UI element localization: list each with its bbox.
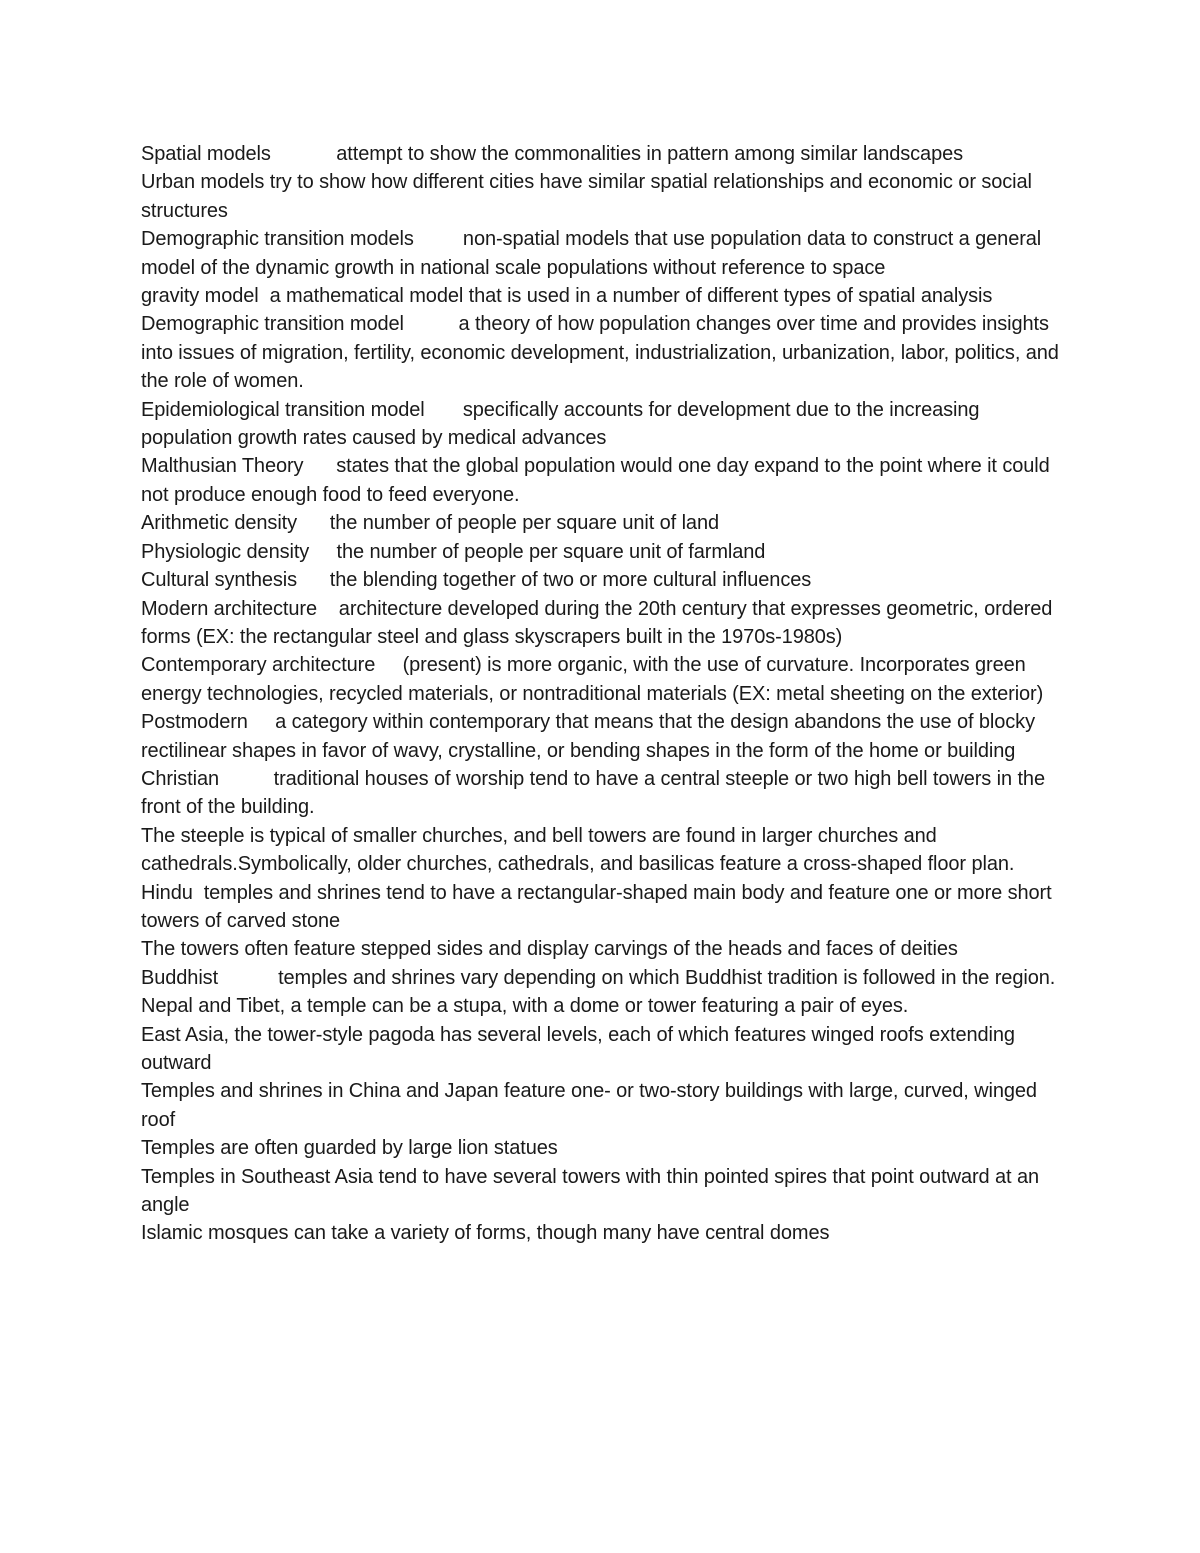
- document-line: [141, 1134, 1066, 1162]
- term-gap: [219, 768, 274, 790]
- definition-text: the blending together of two or more cultural influences: [329, 569, 812, 592]
- term-gap: [414, 228, 463, 250]
- document-line: [141, 538, 1066, 566]
- term-label: Postmodern: [141, 711, 248, 734]
- document-line: [141, 651, 1066, 708]
- term-gap: [248, 711, 275, 733]
- term-gap: [404, 313, 459, 335]
- document-line: [141, 1077, 1066, 1134]
- document-line: [141, 509, 1066, 537]
- term-label: gravity model: [141, 285, 259, 308]
- definition-text: temples and shrines vary depending on which Buddhist tradition is followed in the region.: [278, 966, 1056, 989]
- term-label: Cultural synthesis: [141, 569, 298, 592]
- term-gap: [309, 541, 336, 563]
- term-gap: [271, 143, 336, 165]
- term-label: Epidemiological transition model: [141, 398, 425, 421]
- definition-text: Urban models try to show how different cities have similar spatial relationships and economic or social structures: [141, 171, 1038, 222]
- definition-text: architecture developed during the 20th century that expresses geometric, ordered forms (EX: the rectangular steel and glass skyscrapers built in the 1970s-1980s): [141, 597, 1058, 648]
- definition-text: the number of people per square unit of land: [329, 512, 720, 535]
- term-gap: [317, 598, 339, 620]
- term-gap: [375, 654, 402, 676]
- term-label: Modern architecture: [141, 597, 317, 620]
- document-line: [141, 225, 1066, 282]
- term-gap: [303, 455, 336, 477]
- definition-text: a mathematical model that is used in a number of different types of spatial analysis: [269, 285, 993, 308]
- definition-text: The steeple is typical of smaller churches, and bell towers are found in larger churches and cathedrals.Symbolically, older churches, cathedrals, and basilicas feature a cross-shaped floor plan.: [141, 824, 1015, 876]
- term-gap: [425, 399, 463, 421]
- document-line: [141, 708, 1066, 765]
- document-line: [141, 879, 1066, 936]
- document-line: [141, 310, 1066, 395]
- term-label: Arithmetic density: [141, 512, 298, 535]
- term-label: Spatial models: [141, 143, 271, 165]
- term-label: Hindu: [141, 881, 193, 904]
- term-gap: [297, 512, 330, 534]
- document-line: [141, 765, 1066, 822]
- document-line: [141, 566, 1066, 594]
- term-label: Christian: [141, 767, 220, 790]
- term-label: Physiologic density: [141, 540, 310, 563]
- term-gap: [297, 569, 330, 591]
- term-label: Demographic transition models: [141, 228, 414, 251]
- document-line: [141, 822, 1066, 879]
- document-line: [141, 595, 1066, 652]
- document-line: [141, 935, 1066, 963]
- document-line: [141, 168, 1066, 225]
- term-gap: [259, 285, 270, 307]
- definition-text: The towers often feature stepped sides and display carvings of the heads and faces of deities: [141, 938, 958, 961]
- definition-text: (present) is more organic, with the use of curvature. Incorporates green energy technologies, recycled materials, or nontraditional materials (EX: metal sheeting on the exterior): [141, 654, 1044, 705]
- definition-text: East Asia, the tower-style pagoda has several levels, each of which features winged roofs extending outward: [141, 1023, 1021, 1074]
- definition-text: specifically accounts for development due to the increasing population growth rates caused by medical advances: [141, 398, 985, 450]
- definition-text: the number of people per square unit of farmland: [336, 540, 766, 563]
- definition-text: Temples are often guarded by large lion statues: [141, 1137, 558, 1160]
- term-label: Contemporary architecture: [141, 654, 376, 677]
- definition-text: Temples in Southeast Asia tend to have several towers with thin pointed spires that point outward at an angle: [141, 1165, 1045, 1217]
- document-line: [141, 140, 1066, 168]
- document-line: [141, 282, 1066, 310]
- definition-text: a category within contemporary that means that the design abandons the use of blocky rectilinear shapes in favor of wavy, crystalline, or bending shapes in the form of the home or building: [141, 711, 1041, 762]
- document-body: [141, 140, 1066, 1248]
- term-label: Malthusian Theory: [141, 455, 304, 478]
- definition-text: attempt to show the commonalities in pattern among similar landscapes: [336, 143, 964, 165]
- definition-text: Islamic mosques can take a variety of forms, though many have central domes: [141, 1222, 830, 1245]
- definition-text: Nepal and Tibet, a temple can be a stupa, with a dome or tower featuring a pair of eyes.: [141, 995, 909, 1018]
- definition-text: traditional houses of worship tend to have a central steeple or two high bell towers in the front of the building.: [141, 767, 1051, 819]
- definition-text: Temples and shrines in China and Japan feature one- or two-story buildings with large, curved, winged roof: [141, 1080, 1043, 1131]
- definition-text: a theory of how population changes over time and provides insights into issues of migration, fertility, economic development, industrialization, urbanization, labor, politics, and the role of women.: [141, 313, 1065, 393]
- document-line: [141, 452, 1066, 509]
- definition-text: non-spatial models that use population data to construct a general model of the dynamic growth in national scale populations without reference to space: [141, 228, 1047, 279]
- term-label: Demographic transition model: [141, 313, 404, 336]
- document-line: [141, 1219, 1066, 1247]
- document-line: [141, 964, 1066, 992]
- term-gap: [193, 882, 204, 904]
- document-line: [141, 396, 1066, 453]
- term-gap: [218, 967, 278, 989]
- document-line: [141, 1021, 1066, 1078]
- definition-text: temples and shrines tend to have a rectangular-shaped main body and feature one or more short towers of carved stone: [141, 881, 1058, 932]
- document-line: [141, 992, 1066, 1020]
- term-label: Buddhist: [141, 966, 219, 989]
- definition-text: states that the global population would one day expand to the point where it could not produce enough food to feed everyone.: [141, 455, 1056, 506]
- document-line: [141, 1163, 1066, 1220]
